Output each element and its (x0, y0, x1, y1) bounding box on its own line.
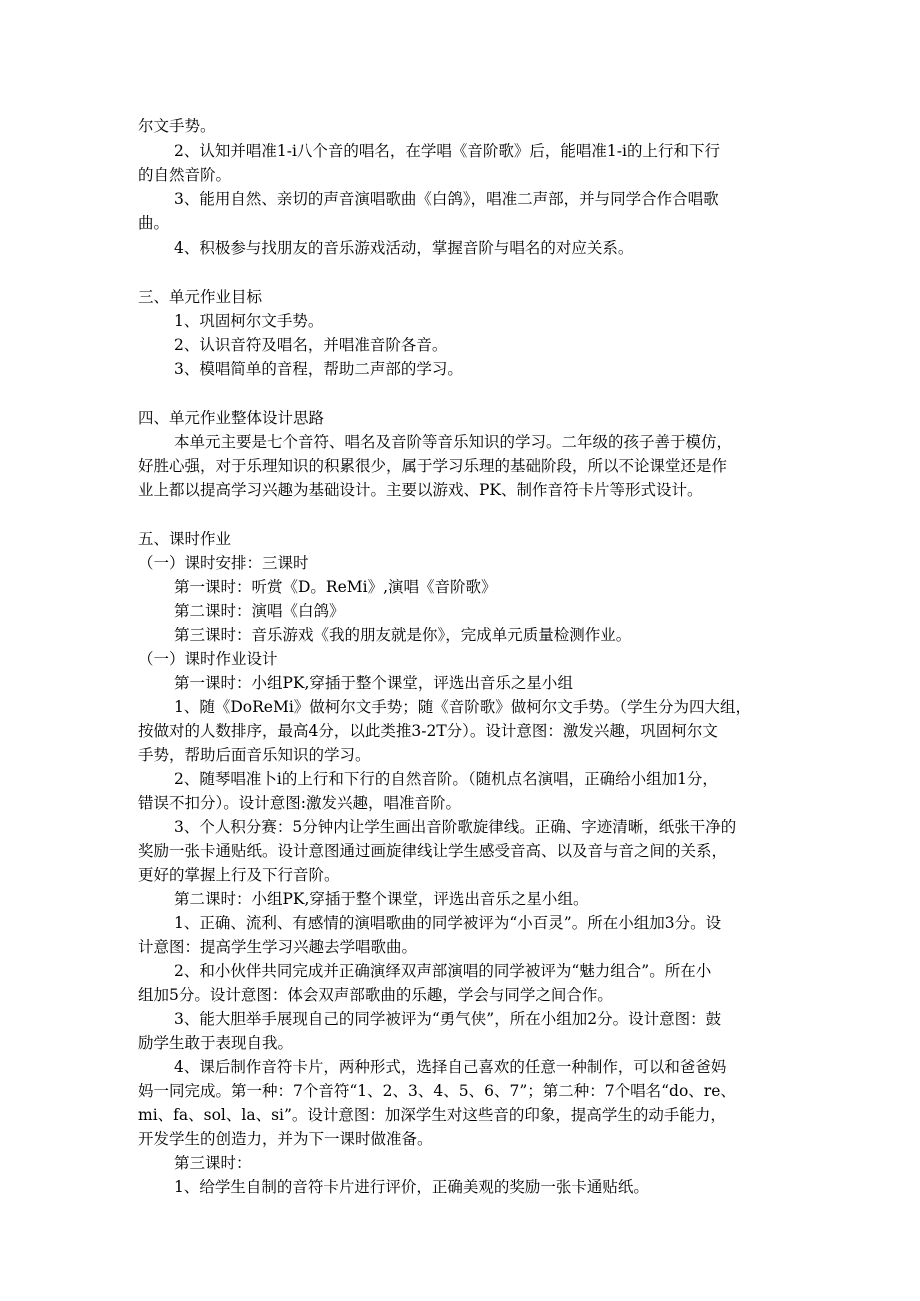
text-line: 第一课时：小组PK,穿插于整个课堂，评选出音乐之星小组 (174, 674, 573, 692)
text-line: 4、课后制作音符卡片，两种形式，选择自己喜欢的任意一种制作，可以和爸爸妈 (174, 1058, 727, 1076)
text-line: 本单元主要是七个音符、唱名及音阶等音乐知识的学习。二年级的孩子善于模仿， (174, 433, 733, 451)
text-line: 1、给学生自制的音符卡片进行评价，正确美观的奖励一张卡通贴纸。 (174, 1178, 649, 1196)
section-heading: 四、单元作业整体设计思路 (138, 409, 325, 427)
text-line: 2、和小伙伴共同完成并正确演绎双声部演唱的同学被评为“魅力组合”。所在小 (174, 962, 712, 980)
text-line: 2、随琴唱准卜i的上行和下行的自然音阶。（随机点名演唱，正确给小组加1分， (174, 770, 718, 788)
text-line: 错误不扣分）。设计意图:激发兴趣，唱准音阶。 (138, 794, 461, 812)
text-line: mi、fa、sol、la、si”。设计意图：加深学生对这些音的印象，提高学生的动手能力， (138, 1106, 726, 1124)
text-line: 计意图：提高学生学习兴趣去学唱歌曲。 (138, 938, 418, 956)
section-heading: 五、课时作业 (138, 530, 232, 548)
text-line: 业上都以提高学习兴趣为基础设计。主要以游戏、PK、制作音符卡片等形式设计。 (138, 481, 703, 499)
section-heading: 三、单元作业目标 (138, 288, 263, 306)
text-line: 励学生敢于表现自我。 (138, 1034, 294, 1052)
text-line: 第二课时：演唱《白鸽》 (174, 602, 345, 620)
text-line: 2、认知并唱准1-i八个音的唱名，在学唱《音阶歌》后，能唱准1-i的上行和下行 (174, 142, 720, 160)
text-line: 更好的掌握上行及下行音阶。 (138, 866, 340, 884)
text-line: 好胜心强，对于乐理知识的积累很少，属于学习乐理的基础阶段，所以不论课堂还是作 (138, 457, 728, 475)
text-line: 奖励一张卡通贴纸。设计意图通过画旋律线让学生感受音高、以及音与音之间的关系， (138, 842, 728, 860)
text-line: 手势，帮助后面音乐知识的学习。 (138, 746, 371, 764)
text-line: 3、模唱简单的音程，帮助二声部的学习。 (174, 360, 463, 378)
text-line: 曲。 (138, 214, 170, 232)
text-line: 3、能用自然、亲切的声音演唱歌曲《白鸽》，唱准二声部，并与同学合作合唱歌 (174, 190, 719, 208)
text-line: 的自然音阶。 (138, 166, 232, 184)
text-line: 第三课时：音乐游戏《我的朋友就是你》，完成单元质量检测作业。 (174, 626, 632, 644)
text-line: 1、随《DoReMi》做柯尔文手势；随《音阶歌》做柯尔文手势。（学生分为四大组， (174, 698, 752, 716)
text-line: 2、认识音符及唱名，并唱准音阶各音。 (174, 336, 448, 354)
text-line: 第一课时：听赏《D。ReMi》,演唱《音阶歌》 (174, 578, 497, 596)
text-line: 1、正确、流利、有感情的演唱歌曲的同学被评为“小百灵”。所在小组加3分。设 (174, 914, 722, 932)
text-line: 4、积极参与找朋友的音乐游戏活动，掌握音阶与唱名的对应关系。 (174, 239, 634, 257)
text-line: 3、能大胆举手展现自己的同学被评为“勇气侠”，所在小组加2分。设计意图：鼓 (174, 1010, 722, 1028)
text-line: 开发学生的创造力，并为下一课时做准备。 (138, 1130, 433, 1148)
subsection-heading: （一）课时作业设计 (138, 650, 278, 668)
text-line: 3、个人积分赛：5分钟内让学生画出音阶歌旋律线。正确、字迹清晰，纸张干净的 (174, 818, 737, 836)
text-line: 组加5分。设计意图：体会双声部歌曲的乐趣，学会与同学之间合作。 (138, 986, 613, 1004)
text-line: 尔文手势。 (138, 117, 216, 135)
text-line: 第二课时：小组PK,穿插于整个课堂，评选出音乐之星小组。 (174, 890, 589, 908)
text-line: 妈一同完成。第一种：7个音符“1、2、3、4、5、6、7”；第二种：7个唱名“do、re、 (138, 1082, 736, 1100)
text-line: 按做对的人数排序，最高4分，以此类推3-2T分）。设计意图：激发兴趣，巩固柯尔文 (138, 722, 718, 740)
subsection-heading: （一）课时安排：三课时 (138, 554, 309, 572)
text-line: 第三课时： (174, 1154, 252, 1172)
text-line: 1、巩固柯尔文手势。 (174, 312, 324, 330)
